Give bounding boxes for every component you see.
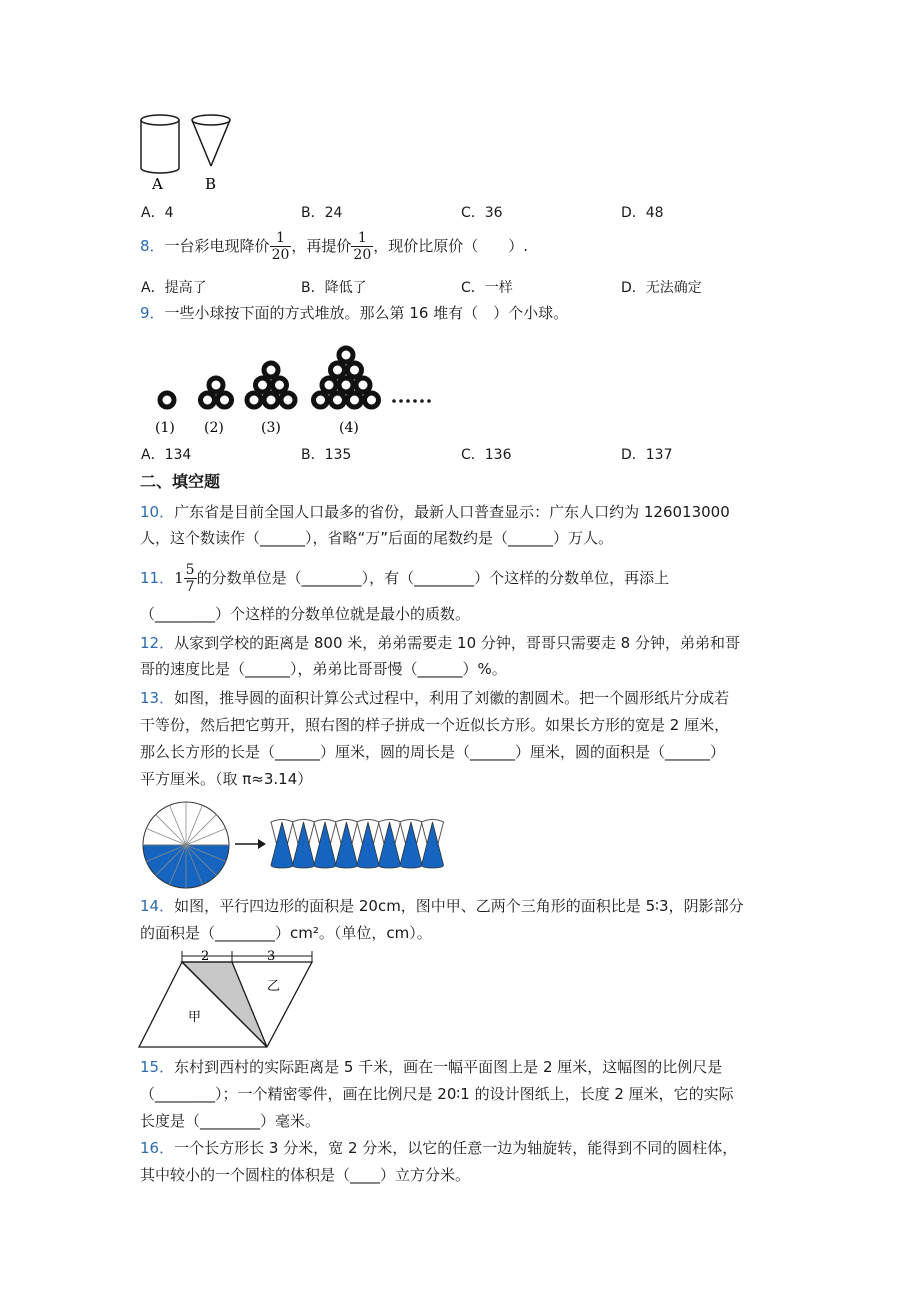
q11-line-1 xyxy=(140,562,669,595)
ball xyxy=(218,393,232,407)
q13-line-4: 平方厘米。（取 π≈3.14） xyxy=(140,770,313,788)
cylinder-cone-figure xyxy=(130,108,240,198)
ellipsis-dot xyxy=(392,399,396,403)
q10-line-2: 人，这个数读作（______），省略“万”后面的尾数约是（______）万人。 xyxy=(140,529,614,547)
ball xyxy=(356,378,370,392)
q10-text: 广东省是目前全国人口最多的省份，最新人口普查显示：广东人口约为 126013000 xyxy=(174,503,730,521)
q16-line-2: 其中较小的一个圆柱的体积是（____）立方分米。 xyxy=(140,1166,471,1184)
ball xyxy=(365,393,379,407)
stack-label-3: (3) xyxy=(261,420,281,436)
q15-line-2: （________）；一个精密零件，画在比例尺是 20∶1 的设计图纸上，长度 2 厘米，它的实际 xyxy=(140,1085,734,1103)
q15-line-3: 长度是（________）毫米。 xyxy=(140,1112,321,1130)
ball xyxy=(339,348,353,362)
circle-to-rectangle-figure xyxy=(138,800,448,892)
ball xyxy=(247,393,261,407)
q16-line-1 xyxy=(140,1137,737,1159)
cone-shape xyxy=(192,115,230,166)
triangle-label-jia: 甲 xyxy=(188,1010,202,1025)
q10-line-1 xyxy=(140,501,730,523)
q9-option-b[interactable]: B．135 xyxy=(301,447,352,463)
ball xyxy=(331,393,345,407)
q15-text: 东村到西村的实际距离是 5 千米，画在一幅平面图上是 2 厘米，这幅图的比例尺是 xyxy=(174,1058,723,1076)
q7-option-c[interactable]: C．36 xyxy=(461,205,503,221)
ball xyxy=(256,378,270,392)
ellipsis-dot xyxy=(406,399,410,403)
q13-line-3: 那么长方形的长是（______）厘米，圆的周长是（______）厘米，圆的面积是（______） xyxy=(140,743,726,761)
ball xyxy=(322,378,336,392)
ball xyxy=(273,378,287,392)
ellipsis-dot xyxy=(427,399,431,403)
q16-text: 一个长方形长 3 分米，宽 2 分米，以它的任意一边为轴旋转，能得到不同的圆柱体， xyxy=(174,1139,738,1157)
stack-label-2: (2) xyxy=(204,420,224,436)
q13-text: 如图，推导圆的面积计算公式过程中，利用了刘徽的割圆术。把一个圆形纸片分成若 xyxy=(174,689,730,707)
ellipsis-dot xyxy=(413,399,417,403)
stack-label-4: (4) xyxy=(339,420,359,436)
q8-option-c[interactable]: C．一样 xyxy=(461,280,513,296)
dimension-label-2: 2 xyxy=(201,949,210,964)
q8-text-pre: 一台彩电现降价 xyxy=(164,237,270,255)
q14-line-1 xyxy=(140,895,744,917)
cylinder-shape xyxy=(141,115,179,173)
q8-text-post: ，现价比原价（ ）. xyxy=(373,237,529,255)
question-number: 13． xyxy=(140,689,175,707)
ball xyxy=(160,393,174,407)
q9-text: 一些小球按下面的方式堆放。那么第 16 堆有（ ）个小球。 xyxy=(164,304,569,322)
ball xyxy=(264,393,278,407)
fraction: $\frac{1}{20}$ xyxy=(271,230,290,263)
figure-label-b: B xyxy=(205,175,217,193)
q14-text: 如图，平行四边形的面积是 20cm，图中甲、乙两个三角形的面积比是 5∶3，阴影部分 xyxy=(174,897,744,915)
ball xyxy=(209,378,223,392)
question-number: 10． xyxy=(140,503,175,521)
question-number: 16． xyxy=(140,1139,175,1157)
q7-option-a[interactable]: A．4 xyxy=(141,205,174,221)
q8-text-mid: ，再提价 xyxy=(291,237,352,255)
mixed-number-whole: 1 xyxy=(174,569,184,587)
question-number: 14． xyxy=(140,897,175,915)
q9-question xyxy=(140,302,568,324)
ball xyxy=(348,363,362,377)
q9-option-c[interactable]: C．136 xyxy=(461,447,512,463)
arrow-head-icon xyxy=(258,839,266,849)
question-number: 9． xyxy=(140,304,165,322)
q7-option-d[interactable]: D．48 xyxy=(621,205,664,221)
ball-stacks-figure xyxy=(140,340,450,440)
q11-line-2: （________）个这样的分数单位就是最小的质数。 xyxy=(140,605,471,623)
figure-label-a: A xyxy=(152,175,163,193)
question-number: 15． xyxy=(140,1058,175,1076)
q14-line-2: 的面积是（________）cm²。（单位，cm）。 xyxy=(140,924,432,942)
q8-option-b[interactable]: B．降低了 xyxy=(301,280,367,296)
section-title: 二、填空题 xyxy=(140,472,221,491)
q8-option-a[interactable]: A．提高了 xyxy=(141,280,207,296)
ball xyxy=(264,363,278,377)
fraction: $\frac{5}{7}$ xyxy=(185,562,195,595)
q15-line-1 xyxy=(140,1056,722,1078)
ball xyxy=(348,393,362,407)
q7-option-b[interactable]: B．24 xyxy=(301,205,343,221)
ball xyxy=(281,393,295,407)
q12-line-1 xyxy=(140,632,740,654)
question-number: 12． xyxy=(140,634,175,652)
ball xyxy=(331,363,345,377)
question-number: 11． xyxy=(140,569,175,587)
q8-question xyxy=(140,230,528,263)
q9-option-d[interactable]: D．137 xyxy=(621,447,673,463)
triangle-label-yi: 乙 xyxy=(267,979,281,994)
ball xyxy=(314,393,328,407)
stack-label-1: (1) xyxy=(155,420,175,436)
question-number: 8． xyxy=(140,237,165,255)
q12-text: 从家到学校的距离是 800 米，弟弟需要走 10 分钟，哥哥只需要走 8 分钟，弟弟和哥 xyxy=(174,634,740,652)
q13-line-2: 干等份，然后把它剪开，照右图的样子拼成一个近似长方形。如果长方形的宽是 2 厘米， xyxy=(140,716,730,734)
ball xyxy=(339,378,353,392)
q9-option-a[interactable]: A．134 xyxy=(141,447,192,463)
dimension-label-3: 3 xyxy=(267,949,276,964)
q8-option-d[interactable]: D．无法确定 xyxy=(621,280,702,296)
q11-text: 的分数单位是（________），有（________）个这样的分数单位，再添上 xyxy=(196,569,670,587)
ball xyxy=(201,393,215,407)
ellipsis-dot xyxy=(420,399,424,403)
q12-line-2: 哥的速度比是（______），弟弟比哥哥慢（______）%。 xyxy=(140,660,507,678)
parallelogram-figure xyxy=(136,943,320,1051)
q13-line-1 xyxy=(140,687,729,709)
fraction: $\frac{1}{20}$ xyxy=(353,230,372,263)
ellipsis-dot xyxy=(399,399,403,403)
